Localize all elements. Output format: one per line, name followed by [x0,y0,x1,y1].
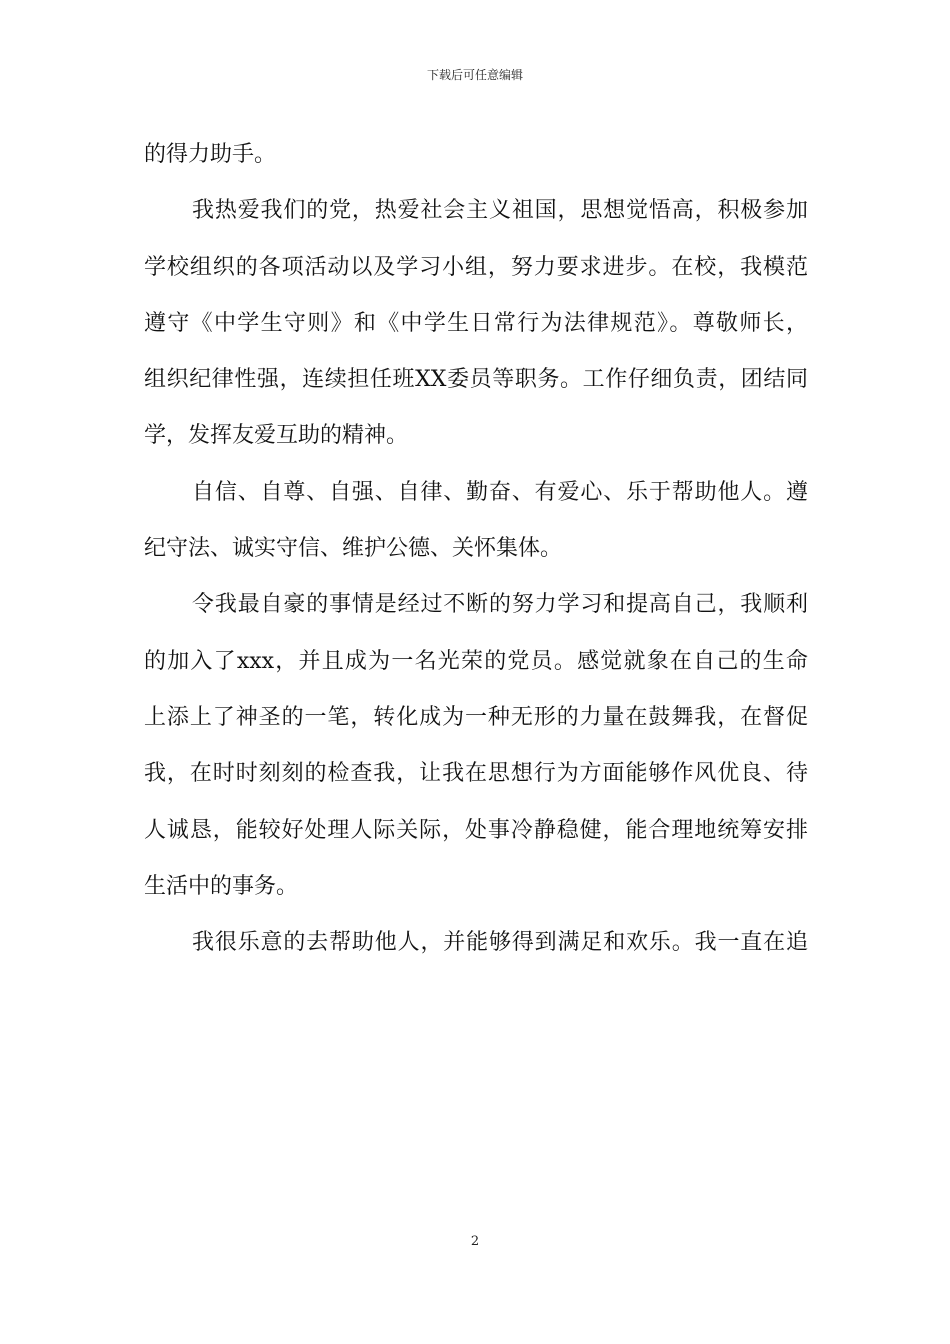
text-line: 人诚恳，能较好处理人际关际，处事冷静稳健，能合理地统筹安排 [144,817,808,843]
text-line: 组织纪律性强，连续担任班XX委员等职务。工作仔细负责，团结同 [144,367,808,393]
text-line: 的得力助手。 [144,142,277,167]
text-line: 我，在时时刻刻的检查我，让我在思想行为方面能够作风优良、待 [144,761,808,787]
text-line: 上添上了神圣的一笔，转化成为一种无形的力量在鼓舞我，在督促 [144,704,808,730]
text-line: 生活中的事务。 [144,873,299,899]
page-number: 2 [470,1234,480,1249]
text-line: 我热爱我们的党，热爱社会主义祖国，思想觉悟高，积极参加 [192,198,808,224]
text-line: 学校组织的各项活动以及学习小组，努力要求进步。在校，我模范 [144,254,808,280]
text-line: 我很乐意的去帮助他人，并能够得到满足和欢乐。我一直在追 [192,930,808,956]
text-line: 遵守《中学生守则》和《中学生日常行为法律规范》。尊敬师长， [144,310,808,336]
text-line: 纪守法、诚实守信、维护公德、关怀集体。 [144,536,563,562]
text-line: 令我最自豪的事情是经过不断的努力学习和提高自己，我顺利 [192,592,808,618]
text-line: 学，发挥友爱互助的精神。 [144,423,409,449]
page-header: 下载后可任意编辑 [426,68,523,82]
body-text [144,127,808,971]
text-line: 自信、自尊、自强、自律、勤奋、有爱心、乐于帮助他人。遵 [192,479,808,505]
text-line: 的加入了xxx，并且成为一名光荣的党员。感觉就象在自己的生命 [144,648,808,674]
